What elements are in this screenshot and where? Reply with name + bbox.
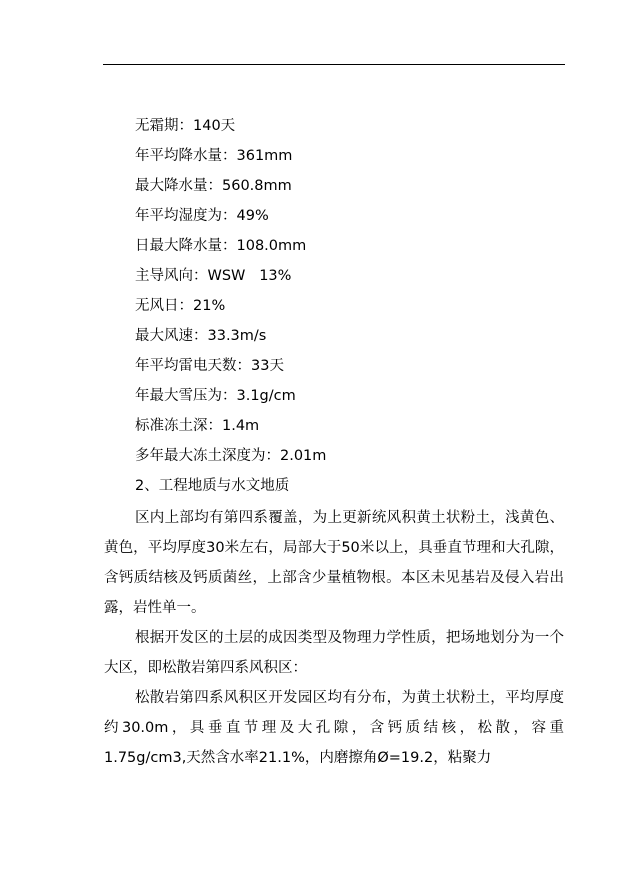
paragraph-geology: 区内上部均有第四系覆盖，为上更新统风积黄土状粉土，浅黄色、黄色，平均厚度30米左右，局部大于50米以上，具垂直节理和大孔隙，含钙质结核及钙质菌丝，上部含少量植物根。本区未见基岩及侵入岩出露，岩性单一。 [104,510,564,616]
list-item: 最大风速：33.3m/s [135,328,267,344]
list-item: 无风日：21% [135,298,226,314]
list-item: 年平均湿度为：49% [135,208,269,224]
header-rule [103,64,565,65]
paragraph-zoning: 根据开发区的土层的成因类型及物理力学性质，把场地划分为一个大区，即松散岩第四系风积区： [104,630,564,676]
climate-data-list [135,113,326,473]
list-item: 多年最大冻土深度为：2.01m [135,448,327,464]
list-item: 标准冻土深：1.4m [135,418,260,434]
list-item: 年平均降水量：361mm [135,148,293,164]
list-item: 年最大雪压为：3.1g/cm [135,388,296,404]
list-item: 年平均雷电天数：33天 [135,358,284,374]
list-item: 主导风向：WSW 13% [135,268,292,284]
list-item: 无霜期：140天 [135,118,236,134]
list-item: 最大降水量：560.8mm [135,178,292,194]
paragraph-soil-properties: 松散岩第四系风积区开发园区均有分布，为黄土状粉土，平均厚度约30.0m，具垂直节理及大孔隙，含钙质结核，松散，容重1.75g/cm3,天然含水率21.1%，内磨擦角Ø=19.2，粘聚力 [104,690,564,766]
section-heading: 2、工程地质与水文地质 [135,478,290,494]
list-item: 日最大降水量：108.0mm [135,238,307,254]
